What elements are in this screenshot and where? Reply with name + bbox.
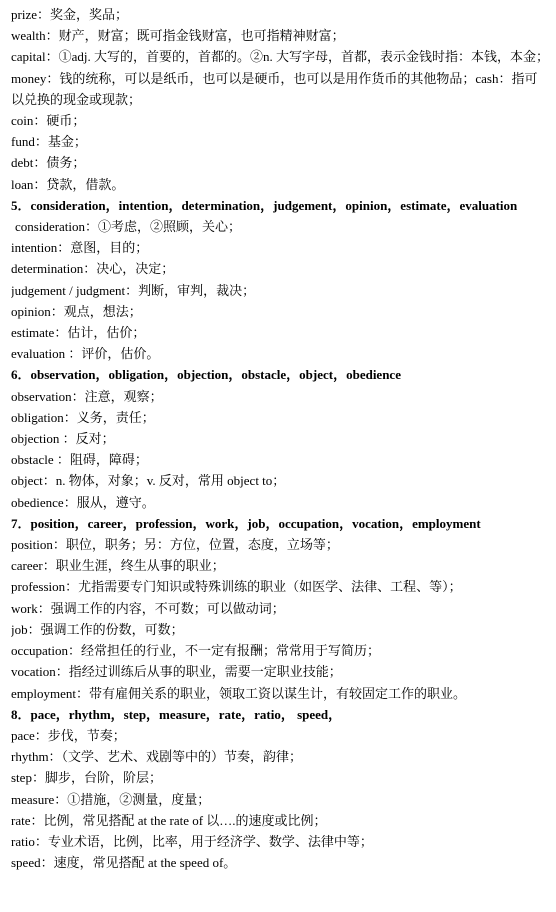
vocab-entry: intention：意图，目的； [11,240,149,256]
vocab-entry: debt：债务； [11,155,86,171]
vocab-entry: obstacle ：阻碍，障碍； [11,452,148,468]
vocab-entry: rhythm：（文学、艺术、戏剧等中的）节奏，韵律； [11,749,303,765]
vocab-entry: occupation：经常担任的行业，不一定有报酬；常常用于写简历； [11,643,381,659]
vocab-entry: determination：决心，决定； [11,261,175,277]
vocab-entry: consideration：①考虑，②照顾，关心； [15,219,242,235]
vocab-entry: speed：速度，常见搭配 at the speed of。 [11,855,237,871]
vocab-entry: obligation：义务，责任； [11,409,155,425]
vocab-entry: pace：步伐，节奏； [11,727,126,743]
vocab-entry: step：脚步，台阶，阶层； [11,770,162,786]
vocab-entry: observation：注意，观察； [11,388,163,404]
vocab-entry: coin：硬币； [11,113,86,129]
vocab-entry: loan：贷款，借款。 [11,176,125,192]
vocab-entry: money：钱的统称，可以是纸币，也可以是硬币，也可以是用作货币的其他物品；cash：指可以兑换的现金或现款； [11,70,538,107]
vocab-entry: position：职位，职务；另：方位，位置，态度，立场等； [11,537,339,553]
vocab-entry: fund：基金； [11,134,87,150]
vocab-entry: measure：①措施，②测量，度量； [11,791,211,807]
vocab-entry: vocation：指经过训练后从事的职业，需要一定职业技能； [11,664,342,680]
vocab-entry: judgement / judgment：判断，审判，裁决； [11,282,256,298]
vocab-entry: work：强调工作的内容，不可数；可以做动词； [11,600,285,616]
section-heading: 5．consideration，intention，determination，judgement，opinion，estimate，evaluation [11,197,518,213]
section-heading: 8．pace，rhythm，step，measure，rate，ratio， speed， [11,706,342,722]
vocab-entry: evaluation ：评价，估价。 [11,346,160,362]
vocab-entry: prize：奖金，奖品； [11,7,128,22]
vocab-entry: career：职业生涯，终生从事的职业； [11,558,225,574]
section-heading: 6．observation，obligation，objection，obstacle，object，obedience [11,367,401,383]
vocab-entry: objection ：反对； [11,431,115,447]
vocab-entry: capital：①adj. 大写的，首要的，首都的。②n. 大写字母，首都，表示金钱时指：本钱，本金； [11,49,550,65]
vocab-entry: object：n. 物体，对象；v. 反对，常用 object to； [11,473,286,489]
vocab-entry: rate：比例，常见搭配 at the rate of 以….的速度或比例； [11,812,327,828]
vocab-entry: obedience：服从，遵守。 [11,494,155,510]
vocab-entry: wealth：财产，财富；既可指金钱财富，也可指精神财富； [11,28,345,44]
section-heading: 7．position，career，profession，work，job，occupation，vocation，employment [11,515,481,531]
vocab-entry: job：强调工作的份数，可数； [11,621,184,637]
vocab-entry: estimate：估计，估价； [11,325,146,341]
vocab-entry: opinion：观点，想法； [11,303,142,319]
vocab-entry: employment：带有雇佣关系的职业，领取工资以谋生计，有较固定工作的职业。 [11,685,466,701]
vocab-entry: ratio：专业术语，比例，比率，用于经济学、数学、法律中等； [11,833,373,849]
vocab-entry: profession：尤指需要专门知识或特殊训练的职业（如医学、法律、工程、等）； [11,579,462,595]
